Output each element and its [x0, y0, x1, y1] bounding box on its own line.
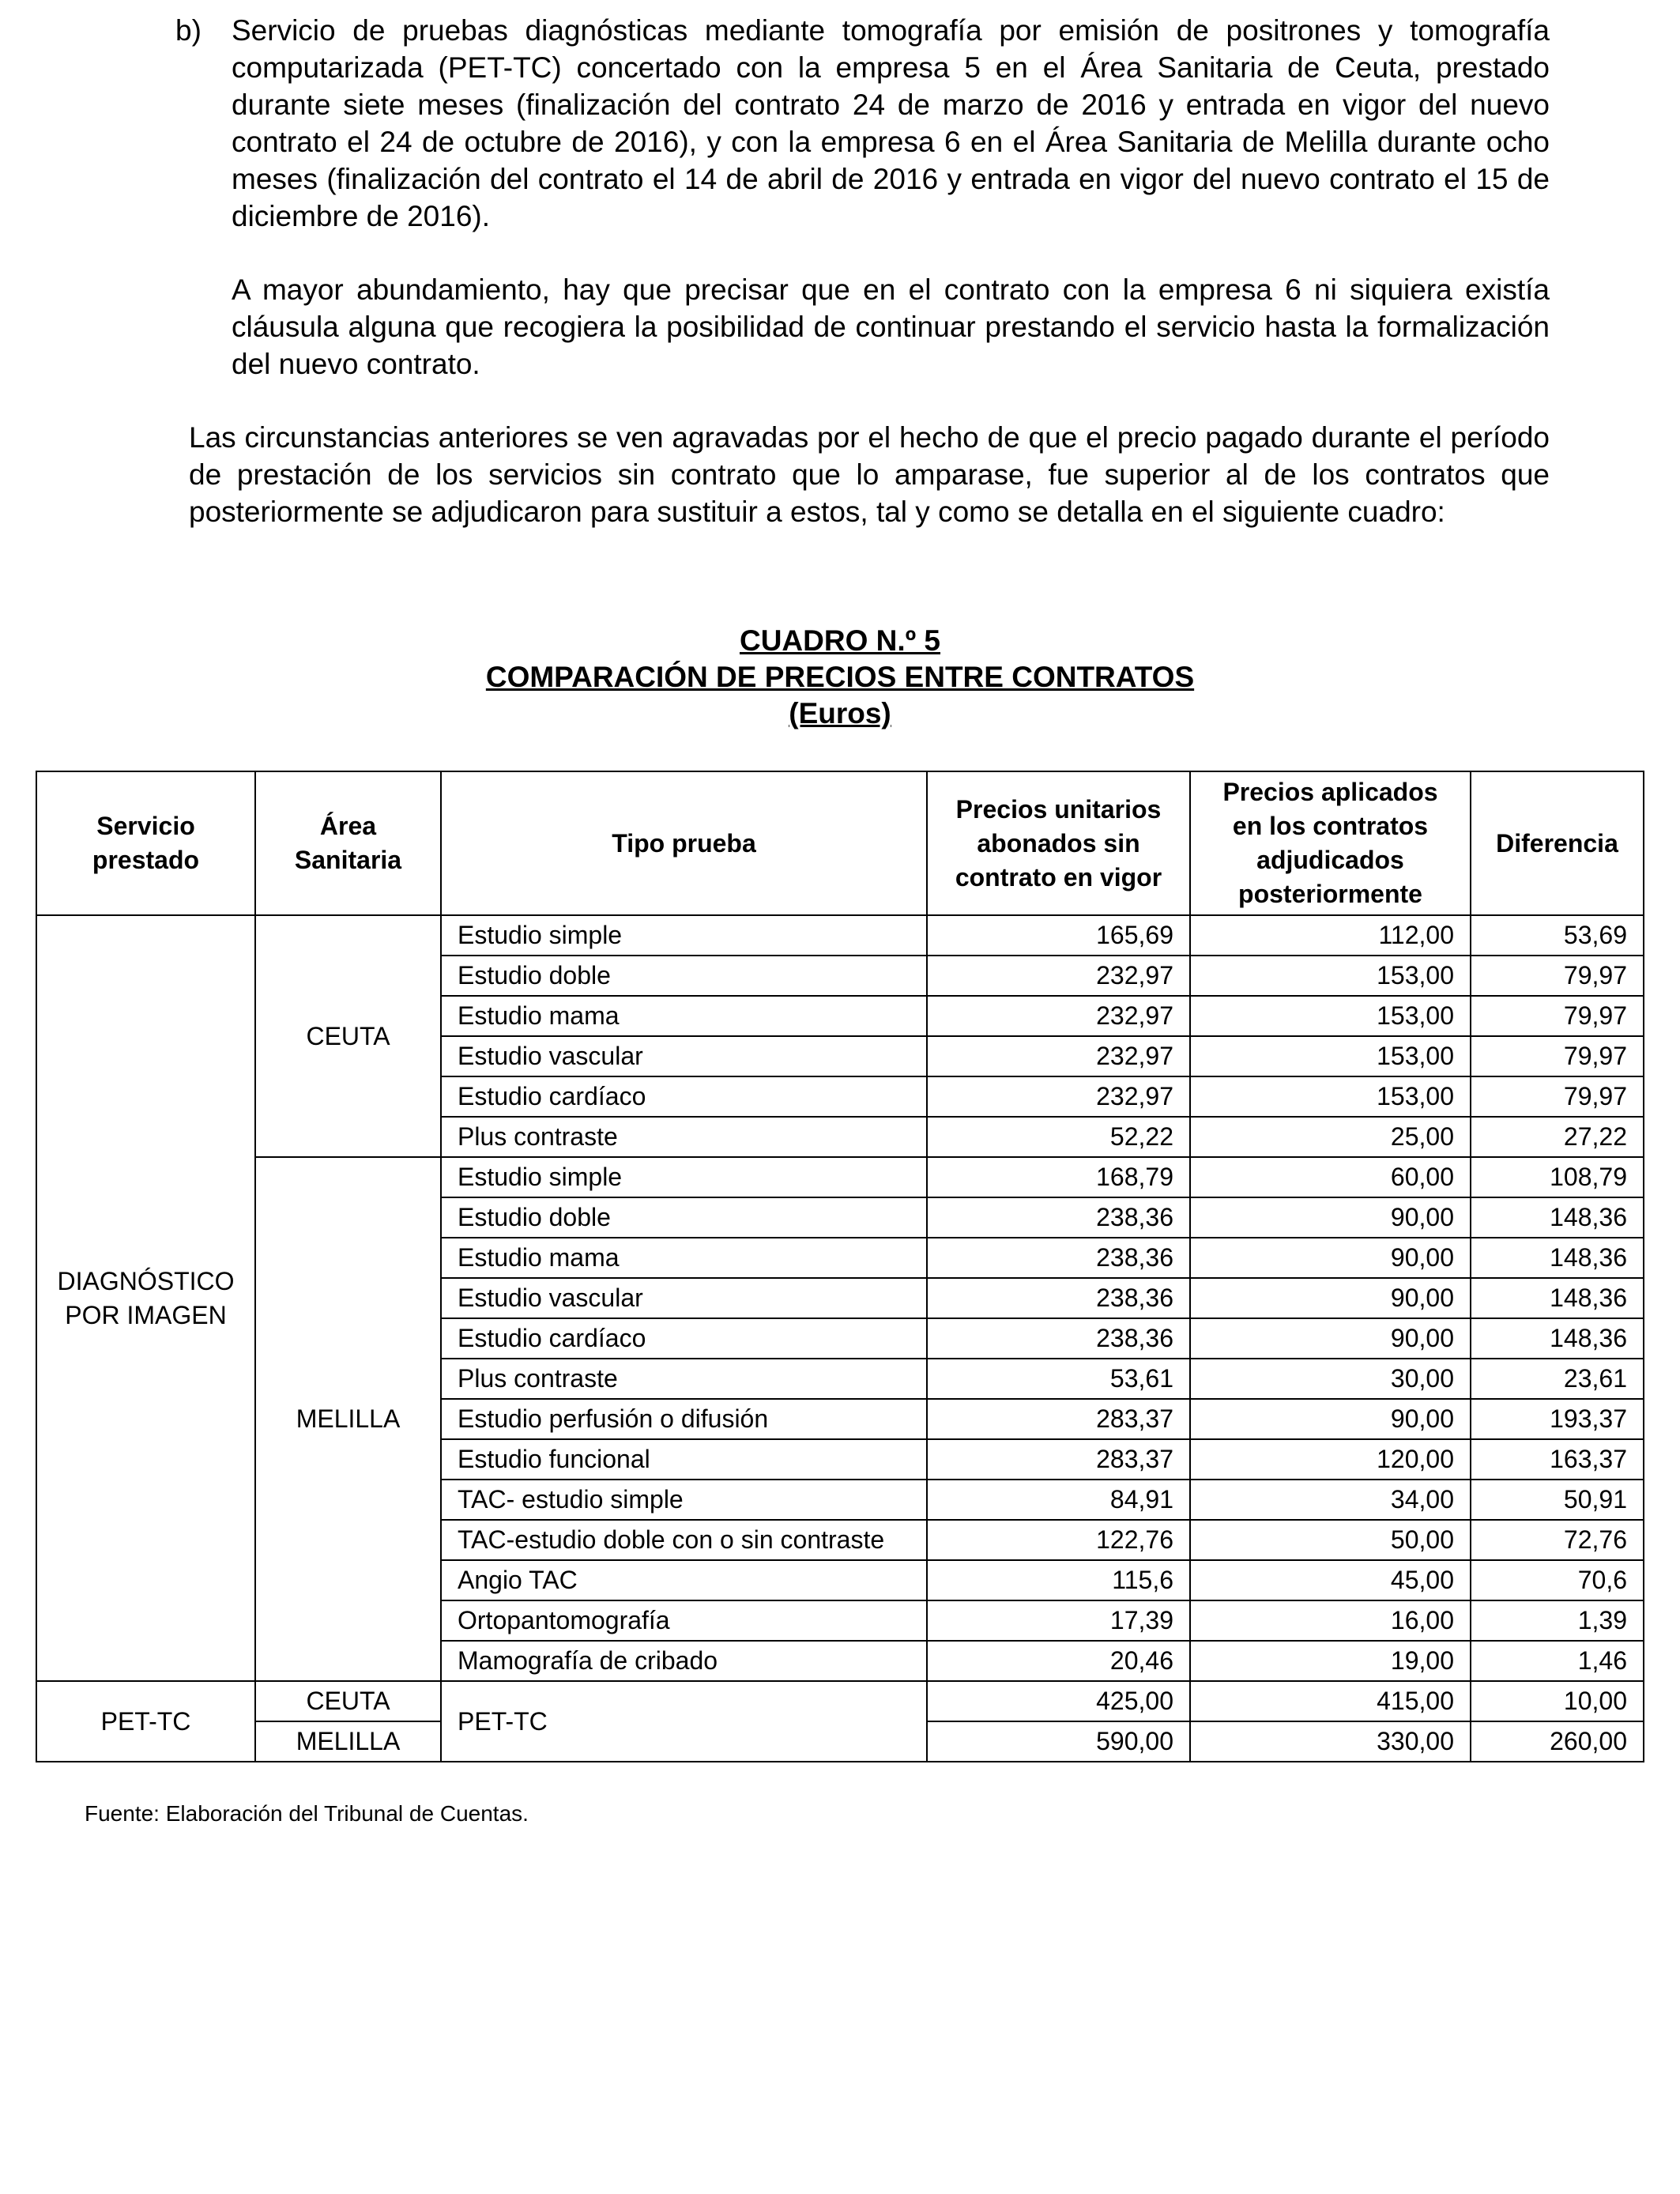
precio-adjudicado-cell: 90,00 — [1190, 1318, 1471, 1359]
tipo-prueba-cell: Plus contraste — [441, 1117, 927, 1157]
diferencia-cell: 108,79 — [1471, 1157, 1644, 1197]
precio-sin-contrato-cell: 283,37 — [927, 1439, 1190, 1480]
precio-sin-contrato-cell: 425,00 — [927, 1681, 1190, 1721]
precio-sin-contrato-cell: 238,36 — [927, 1278, 1190, 1318]
precio-adjudicado-cell: 153,00 — [1190, 1076, 1471, 1117]
tipo-prueba-cell: Angio TAC — [441, 1560, 927, 1600]
precio-sin-contrato-cell: 84,91 — [927, 1480, 1190, 1520]
diferencia-cell: 260,00 — [1471, 1721, 1644, 1762]
precio-sin-contrato-cell: 238,36 — [927, 1238, 1190, 1278]
table-source: Fuente: Elaboración del Tribunal de Cuentas. — [85, 1801, 529, 1826]
diferencia-cell: 27,22 — [1471, 1117, 1644, 1157]
tipo-prueba-cell: Estudio vascular — [441, 1036, 927, 1076]
diferencia-cell: 79,97 — [1471, 1036, 1644, 1076]
precio-sin-contrato-cell: 232,97 — [927, 956, 1190, 996]
diferencia-cell: 193,37 — [1471, 1399, 1644, 1439]
precio-adjudicado-cell: 45,00 — [1190, 1560, 1471, 1600]
table-title-caption: COMPARACIÓN DE PRECIOS ENTRE CONTRATOS — [485, 661, 1195, 693]
tipo-prueba-cell: Estudio funcional — [441, 1439, 927, 1480]
tipo-prueba-cell: Estudio mama — [441, 996, 927, 1036]
precio-sin-contrato-cell: 115,6 — [927, 1560, 1190, 1600]
tipo-prueba-cell: Estudio mama — [441, 1238, 927, 1278]
precio-adjudicado-cell: 415,00 — [1190, 1681, 1471, 1721]
diferencia-cell: 1,46 — [1471, 1641, 1644, 1681]
header-diferencia: Diferencia — [1471, 771, 1644, 915]
diferencia-cell: 70,6 — [1471, 1560, 1644, 1600]
precio-adjudicado-cell: 90,00 — [1190, 1197, 1471, 1238]
header-tipo: Tipo prueba — [441, 771, 927, 915]
precio-adjudicado-cell: 153,00 — [1190, 996, 1471, 1036]
table-row — [36, 1681, 1644, 1721]
tipo-prueba-cell: Estudio cardíaco — [441, 1076, 927, 1117]
precio-sin-contrato-cell: 52,22 — [927, 1117, 1190, 1157]
tipo-prueba-cell: Plus contraste — [441, 1359, 927, 1399]
precio-sin-contrato-cell: 232,97 — [927, 996, 1190, 1036]
diferencia-cell: 53,69 — [1471, 915, 1644, 956]
table-unit-caption: (Euros) — [789, 697, 891, 729]
diferencia-cell: 50,91 — [1471, 1480, 1644, 1520]
precio-sin-contrato-cell: 590,00 — [927, 1721, 1190, 1762]
precio-sin-contrato-cell: 122,76 — [927, 1520, 1190, 1560]
tipo-prueba-cell: Estudio simple — [441, 915, 927, 956]
table-row — [36, 1157, 1644, 1197]
tipo-pettc-cell: PET-TC — [441, 1681, 927, 1762]
tipo-prueba-cell: Estudio doble — [441, 1197, 927, 1238]
diferencia-cell: 148,36 — [1471, 1238, 1644, 1278]
precio-sin-contrato-cell: 53,61 — [927, 1359, 1190, 1399]
precio-adjudicado-cell: 90,00 — [1190, 1399, 1471, 1439]
table-body — [36, 915, 1644, 1762]
diferencia-cell: 23,61 — [1471, 1359, 1644, 1399]
header-adjudicados: Precios aplicados en los contratos adjudicados posteriormente — [1190, 771, 1471, 915]
tipo-prueba-cell: Estudio doble — [441, 956, 927, 996]
diferencia-cell: 79,97 — [1471, 996, 1644, 1036]
servicio-diagnostico-cell: DIAGNÓSTICO POR IMAGEN — [36, 915, 255, 1681]
tipo-prueba-cell: TAC- estudio simple — [441, 1480, 927, 1520]
diferencia-cell: 148,36 — [1471, 1197, 1644, 1238]
precio-adjudicado-cell: 19,00 — [1190, 1641, 1471, 1681]
tipo-prueba-cell: Estudio vascular — [441, 1278, 927, 1318]
precio-sin-contrato-cell: 232,97 — [927, 1076, 1190, 1117]
diferencia-cell: 163,37 — [1471, 1439, 1644, 1480]
precio-adjudicado-cell: 34,00 — [1190, 1480, 1471, 1520]
tipo-prueba-cell: TAC-estudio doble con o sin contraste — [441, 1520, 927, 1560]
servicio-pettc-cell: PET-TC — [36, 1681, 255, 1762]
precio-adjudicado-cell: 112,00 — [1190, 915, 1471, 956]
precio-sin-contrato-cell: 20,46 — [927, 1641, 1190, 1681]
main-paragraph: Las circunstancias anteriores se ven agravadas por el hecho de que el precio pagado durante el período de prestación de los servicios sin contrato que lo amparase, fue superior al de los contratos que posteriormente se adjudicaron para sustituir a estos, tal y como se detalla en el siguiente cuadro: — [189, 421, 1550, 528]
precio-adjudicado-cell: 330,00 — [1190, 1721, 1471, 1762]
diferencia-cell: 10,00 — [1471, 1681, 1644, 1721]
diferencia-cell: 79,97 — [1471, 1076, 1644, 1117]
precio-adjudicado-cell: 120,00 — [1190, 1439, 1471, 1480]
area-pettc-melilla-cell: MELILLA — [255, 1721, 441, 1762]
precio-adjudicado-cell: 60,00 — [1190, 1157, 1471, 1197]
precio-sin-contrato-cell: 238,36 — [927, 1197, 1190, 1238]
precio-sin-contrato-cell: 238,36 — [927, 1318, 1190, 1359]
area-ceuta-cell: CEUTA — [255, 915, 441, 1157]
precio-adjudicado-cell: 153,00 — [1190, 956, 1471, 996]
area-melilla-cell: MELILLA — [255, 1157, 441, 1681]
table-row — [36, 915, 1644, 956]
precio-adjudicado-cell: 16,00 — [1190, 1600, 1471, 1641]
tipo-prueba-cell: Ortopantomografía — [441, 1600, 927, 1641]
diferencia-cell: 79,97 — [1471, 956, 1644, 996]
item-b-paragraph: Servicio de pruebas diagnósticas mediante tomografía por emisión de positrones y tomografía computarizada (PET-TC) concertado con la empresa 5 en el Área Sanitaria de Ceuta, prestado durante siete meses (finalización del contrato 24 de marzo de 2016 y entrada en vigor del nuevo contrato el 24 de octubre de 2016), y con la empresa 6 en el Área Sanitaria de Melilla durante ocho meses (finalización del contrato el 14 de abril de 2016 y entrada en vigor del nuevo contrato el 15 de diciembre de 2016). — [232, 14, 1550, 232]
diferencia-cell: 72,76 — [1471, 1520, 1644, 1560]
item-b-second-paragraph: A mayor abundamiento, hay que precisar que en el contrato con la empresa 6 ni siquiera existía cláusula alguna que recogiera la posibilidad de continuar prestando el servicio hasta la formalización del nuevo contrato. — [232, 273, 1550, 380]
precio-sin-contrato-cell: 168,79 — [927, 1157, 1190, 1197]
tipo-prueba-cell: Estudio simple — [441, 1157, 927, 1197]
tipo-prueba-cell: Estudio perfusión o difusión — [441, 1399, 927, 1439]
precio-sin-contrato-cell: 232,97 — [927, 1036, 1190, 1076]
header-servicio: Servicio prestado — [36, 771, 255, 915]
precio-adjudicado-cell: 90,00 — [1190, 1278, 1471, 1318]
table-number-caption: CUADRO N.º 5 — [739, 624, 941, 657]
header-sin-contrato: Precios unitarios abonados sin contrato en vigor — [927, 771, 1190, 915]
precio-adjudicado-cell: 30,00 — [1190, 1359, 1471, 1399]
precio-adjudicado-cell: 153,00 — [1190, 1036, 1471, 1076]
area-pettc-ceuta-cell: CEUTA — [255, 1681, 441, 1721]
precio-sin-contrato-cell: 165,69 — [927, 915, 1190, 956]
list-marker-b: b) — [175, 14, 202, 47]
header-area: Área Sanitaria — [255, 771, 441, 915]
precio-sin-contrato-cell: 17,39 — [927, 1600, 1190, 1641]
precio-sin-contrato-cell: 283,37 — [927, 1399, 1190, 1439]
tipo-prueba-cell: Estudio cardíaco — [441, 1318, 927, 1359]
table-header-row — [36, 771, 1644, 915]
precio-adjudicado-cell: 90,00 — [1190, 1238, 1471, 1278]
diferencia-cell: 1,39 — [1471, 1600, 1644, 1641]
diferencia-cell: 148,36 — [1471, 1278, 1644, 1318]
precio-adjudicado-cell: 50,00 — [1190, 1520, 1471, 1560]
diferencia-cell: 148,36 — [1471, 1318, 1644, 1359]
precio-adjudicado-cell: 25,00 — [1190, 1117, 1471, 1157]
tipo-prueba-cell: Mamografía de cribado — [441, 1641, 927, 1681]
price-comparison-table — [36, 771, 1644, 1762]
